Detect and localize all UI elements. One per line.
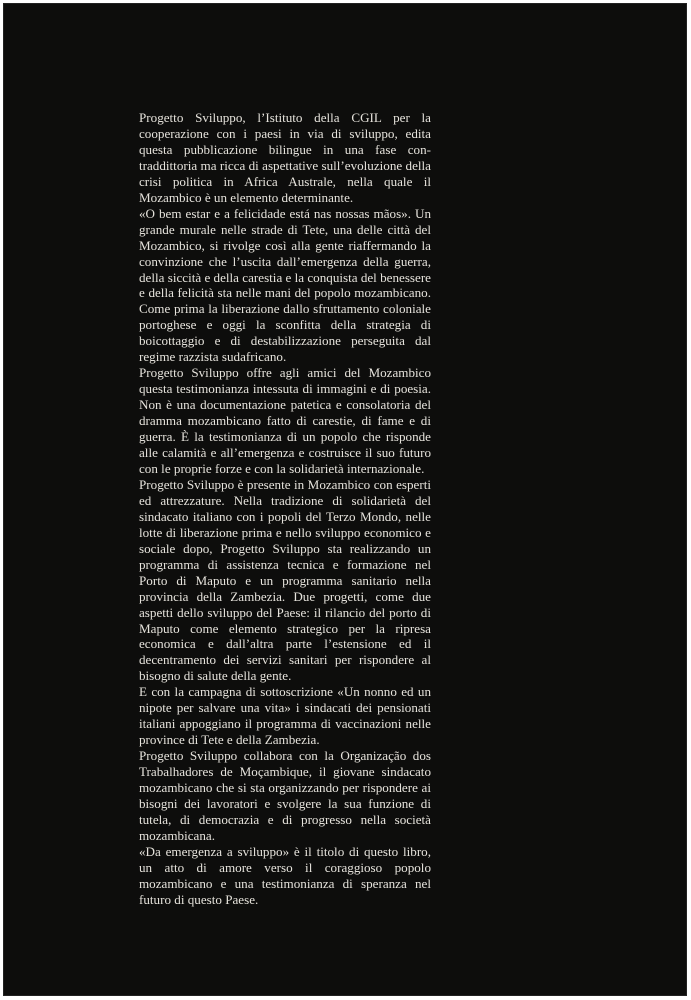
paragraph-union: Progetto Sviluppo collabora con la Organização dos Trabalhadores de Moçambique, il giovane sindacato mozambicano che si sta organizzando per rispondere ai bisogni dei lavoratori e svolgere la sua funzione di tutela, di democrazia e di progresso nella società mozambicana.: [139, 748, 431, 843]
book-back-cover: [3, 3, 687, 996]
body-text: [139, 110, 431, 908]
paragraph-campaign: E con la campagna di sottoscrizione «Un nonno ed un nipote per salvare una vita» i sindacati dei pensionati italiani appoggiano il programma di vaccinazioni nelle province di Tete e della Zambezia.: [139, 684, 431, 748]
paragraph-title: «Da emergenza a sviluppo» è il titolo di questo libro, un atto di amore verso il coraggioso popolo mozambicano e una testimonianza di speranza nel futuro di questo Paese.: [139, 843, 431, 907]
paragraph-projects: Progetto Sviluppo è presente in Mozambico con esperti ed attrezzature. Nella tradizione di solidarietà del sindacato italiano con i popoli del Terzo Mondo, nelle lotte di liberazione prima e nello sviluppo economico e sociale dopo, Progetto Sviluppo sta realizzando un programma di assistenza tecnica e formazione nel Porto di Maputo e un programma sanitario nella provincia della Zambezia. Due progetti, come due aspetti dello sviluppo del Paese: il rilancio del porto di Maputo come elemento strategico per la ripresa economica e dall’altra parte l’estensione ed il decentramento dei servizi sanitari per rispondere al bisogno di salute della gente.: [139, 476, 431, 684]
paragraph-mural: «O bem estar e a felicidade está nas nossas mãos». Un grande murale nelle strade di Tete, una delle città del Mozambico, si rivolge così alla gente riaffermando la convinzione che l’uscita dall’emergenza della guerra, della siccità e della carestia e la conquista del benessere e della felicità sta nelle mani del popolo mozambicano. Come prima la liberazione dallo sfruttamento coloniale portoghese e oggi la sconfitta della strategia di boicottaggio e di destabilizzazione perseguita dal regime razzista sudafricano.: [139, 205, 431, 365]
paragraph-intro: Progetto Sviluppo, l’Istituto della CGIL per la cooperazione con i paesi in via di sviluppo, edita questa pubblicazione bilingue in una fase contraddittoria ma ricca di aspettative sull’evoluzione della crisi politica in Africa Australe, nella quale il Mozambico è un elemento determinante.: [139, 110, 431, 205]
paragraph-testimony: Progetto Sviluppo offre agli amici del Mozambico questa testimonianza intessuta di immagini e di poesia. Non è una documentazione patetica e consolatoria del dramma mozambicano fatto di carestie, di fame e di guerra. È la testimonianza di un popolo che risponde alle calamità e all’emergenza e costruisce il suo futuro con le proprie forze e con la solidarietà internazionale.: [139, 365, 431, 476]
